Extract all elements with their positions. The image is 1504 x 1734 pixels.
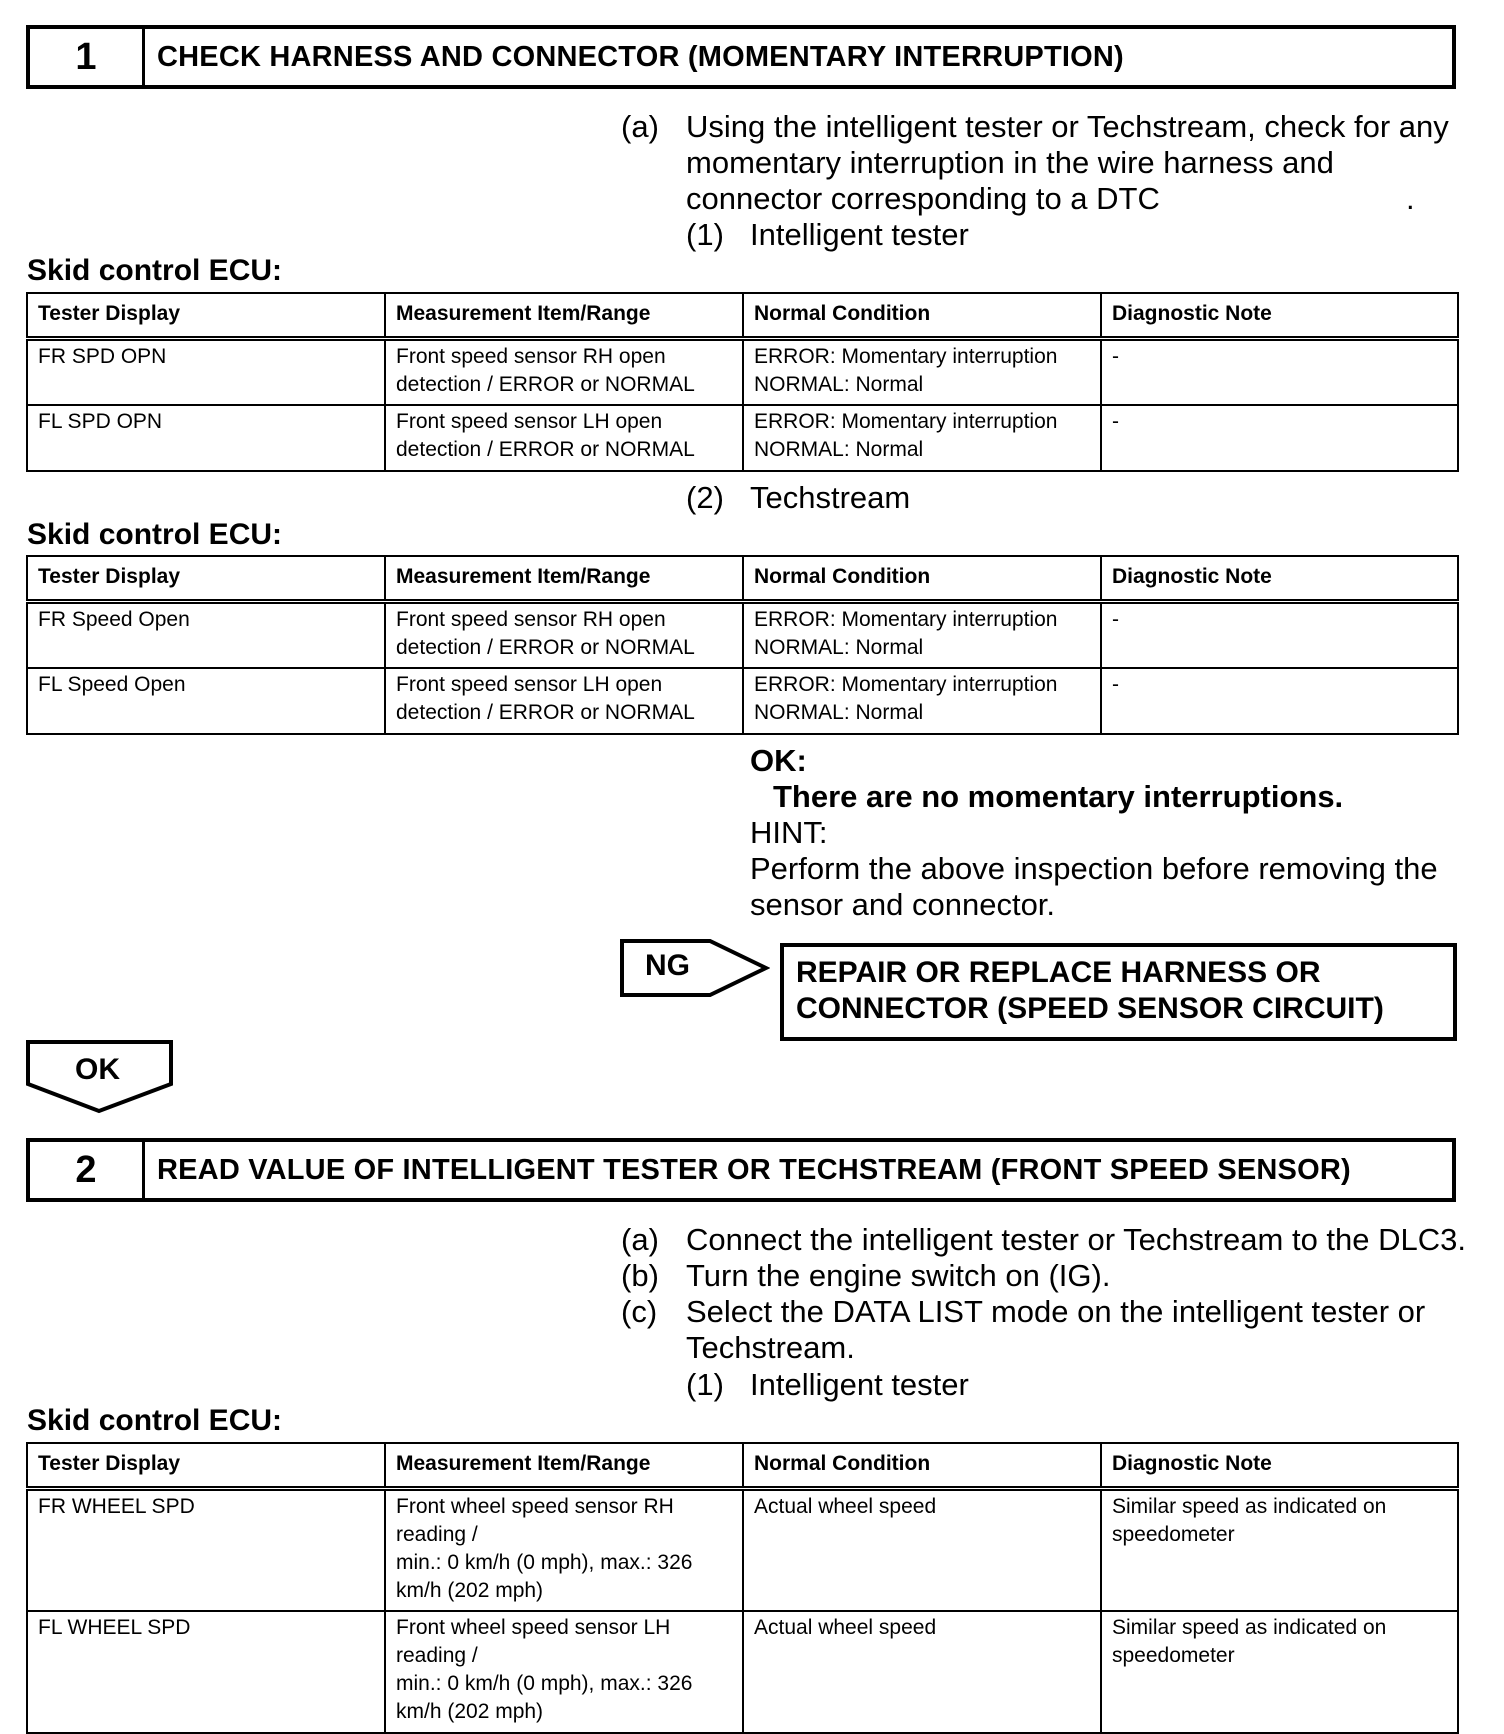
column-header: Tester Display bbox=[27, 556, 385, 602]
step-1-header bbox=[26, 25, 1456, 89]
column-header: Measurement Item/Range bbox=[385, 556, 743, 602]
step-text: Select the DATA LIST mode on the intelligent tester or bbox=[686, 1294, 1426, 1329]
substep-label-1: (1) bbox=[686, 217, 724, 252]
step-text-period: . bbox=[1406, 181, 1415, 216]
measurement-cell: Front speed sensor LH open detection / ERROR or NORMAL bbox=[385, 668, 743, 734]
step-label-b: (b) bbox=[621, 1258, 659, 1293]
column-header: Diagnostic Note bbox=[1101, 293, 1458, 339]
normal-condition-cell: ERROR: Momentary interruption NORMAL: Normal bbox=[743, 405, 1101, 471]
table-header-row bbox=[27, 1443, 1458, 1489]
substep-label-2: (2) bbox=[686, 480, 724, 515]
step-label-a: (a) bbox=[621, 1222, 659, 1257]
ecu-label: Skid control ECU: bbox=[27, 518, 283, 551]
step-label-c: (c) bbox=[621, 1294, 658, 1329]
table-row bbox=[27, 1611, 1458, 1733]
ng-result-line: REPAIR OR REPLACE HARNESS OR bbox=[796, 956, 1321, 989]
column-header: Tester Display bbox=[27, 293, 385, 339]
ok-label: OK: bbox=[750, 743, 807, 778]
ok-text: There are no momentary interruptions. bbox=[773, 779, 1344, 814]
step-text-line: Using the intelligent tester or Techstream, check for any bbox=[686, 109, 1449, 144]
step-title: READ VALUE OF INTELLIGENT TESTER OR TECHSTREAM (FRONT SPEED SENSOR) bbox=[157, 1153, 1351, 1186]
normal-condition-cell: ERROR: Momentary interruption NORMAL: Normal bbox=[743, 339, 1101, 405]
hint-text: Perform the above inspection before removing the bbox=[750, 851, 1438, 886]
substep-text: Intelligent tester bbox=[750, 217, 969, 252]
step-text: Turn the engine switch on (IG). bbox=[686, 1258, 1111, 1293]
step-number: 1 bbox=[30, 29, 145, 85]
normal-condition-cell: ERROR: Momentary interruption NORMAL: Normal bbox=[743, 602, 1101, 668]
ng-arrow-shape bbox=[620, 939, 770, 999]
tester-display-cell: FL SPD OPN bbox=[27, 405, 385, 471]
step-text: Techstream. bbox=[686, 1330, 855, 1365]
data-table bbox=[26, 555, 1459, 735]
diagnostic-note-cell: - bbox=[1101, 339, 1458, 405]
table-row bbox=[27, 668, 1458, 734]
step-2-header bbox=[26, 1138, 1456, 1202]
normal-condition-cell: Actual wheel speed bbox=[743, 1611, 1101, 1733]
table-header-row bbox=[27, 293, 1458, 339]
table-row bbox=[27, 339, 1458, 405]
table-header-row bbox=[27, 556, 1458, 602]
diagnostic-note-cell: - bbox=[1101, 668, 1458, 734]
step-title: CHECK HARNESS AND CONNECTOR (MOMENTARY INTERRUPTION) bbox=[157, 40, 1124, 73]
normal-condition-cell: Actual wheel speed bbox=[743, 1489, 1101, 1611]
column-header: Diagnostic Note bbox=[1101, 556, 1458, 602]
hint-label: HINT: bbox=[750, 815, 828, 850]
column-header: Normal Condition bbox=[743, 1443, 1101, 1489]
tester-display-cell: FR Speed Open bbox=[27, 602, 385, 668]
measurement-cell: Front speed sensor LH open detection / ERROR or NORMAL bbox=[385, 405, 743, 471]
column-header: Tester Display bbox=[27, 1443, 385, 1489]
column-header: Normal Condition bbox=[743, 556, 1101, 602]
ok-arrow-label: OK bbox=[75, 1053, 120, 1086]
hint-text: sensor and connector. bbox=[750, 887, 1056, 922]
tester-display-cell: FR SPD OPN bbox=[27, 339, 385, 405]
column-header: Diagnostic Note bbox=[1101, 1443, 1458, 1489]
measurement-cell: Front wheel speed sensor LH reading / min.: 0 km/h (0 mph), max.: 326 km/h (202 mph) bbox=[385, 1611, 743, 1733]
diagnostic-note-cell: - bbox=[1101, 602, 1458, 668]
table-row bbox=[27, 1489, 1458, 1611]
measurement-cell: Front speed sensor RH open detection / ERROR or NORMAL bbox=[385, 339, 743, 405]
tester-display-cell: FL WHEEL SPD bbox=[27, 1611, 385, 1733]
ecu-label: Skid control ECU: bbox=[27, 254, 283, 287]
substep-text: Techstream bbox=[750, 480, 911, 515]
step-text: Connect the intelligent tester or Techstream to the DLC3. bbox=[686, 1222, 1467, 1257]
ng-result-line: CONNECTOR (SPEED SENSOR CIRCUIT) bbox=[796, 992, 1384, 1025]
tester-display-cell: FL Speed Open bbox=[27, 668, 385, 734]
tester-display-cell: FR WHEEL SPD bbox=[27, 1489, 385, 1611]
substep-label-1: (1) bbox=[686, 1367, 724, 1402]
step-label-a: (a) bbox=[621, 109, 659, 144]
ng-result-box bbox=[780, 943, 1457, 1041]
diagnostic-note-cell: - bbox=[1101, 405, 1458, 471]
measurement-cell: Front speed sensor RH open detection / ERROR or NORMAL bbox=[385, 602, 743, 668]
normal-condition-cell: ERROR: Momentary interruption NORMAL: Normal bbox=[743, 668, 1101, 734]
ecu-label: Skid control ECU: bbox=[27, 1404, 283, 1437]
table-row bbox=[27, 602, 1458, 668]
column-header: Normal Condition bbox=[743, 293, 1101, 339]
data-table bbox=[26, 292, 1459, 472]
column-header: Measurement Item/Range bbox=[385, 293, 743, 339]
table-row bbox=[27, 405, 1458, 471]
diagnostic-note-cell: Similar speed as indicated on speedometer bbox=[1101, 1611, 1458, 1733]
step-text-line: connector corresponding to a DTC bbox=[686, 181, 1160, 216]
measurement-cell: Front wheel speed sensor RH reading / min.: 0 km/h (0 mph), max.: 326 km/h (202 mph) bbox=[385, 1489, 743, 1611]
column-header: Measurement Item/Range bbox=[385, 1443, 743, 1489]
step-number: 2 bbox=[30, 1142, 145, 1198]
data-table bbox=[26, 1442, 1459, 1734]
substep-text: Intelligent tester bbox=[750, 1367, 969, 1402]
diagnostic-note-cell: Similar speed as indicated on speedometer bbox=[1101, 1489, 1458, 1611]
ng-label: NG bbox=[645, 949, 690, 982]
step-text-line: momentary interruption in the wire harness and bbox=[686, 145, 1334, 180]
